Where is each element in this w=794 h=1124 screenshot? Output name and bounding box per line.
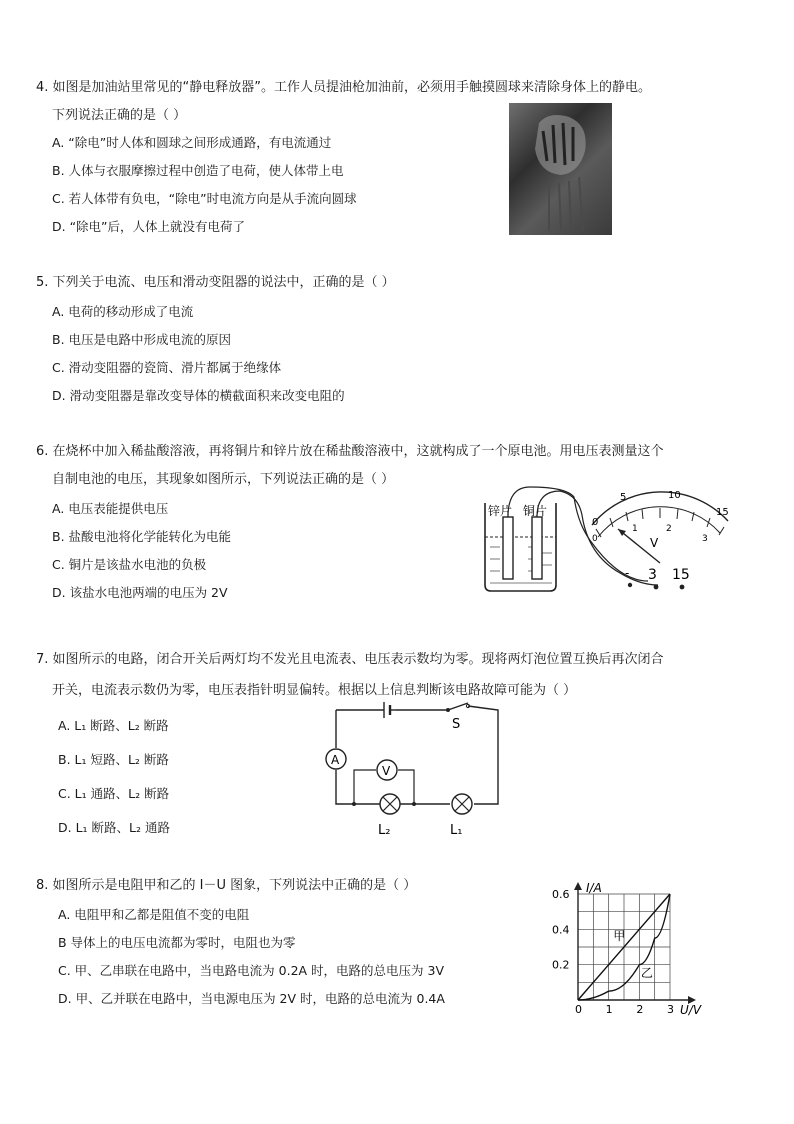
q6-option-c: C. 铜片是该盐水电池的负极 bbox=[52, 557, 207, 572]
outer-scale-15: 15 bbox=[716, 507, 729, 518]
q7-option-a: A. L₁ 断路、L₂ 断路 bbox=[58, 718, 169, 733]
x-tick-label: 1 bbox=[605, 1003, 613, 1016]
zinc-label: 锌片 bbox=[488, 504, 513, 518]
hand-image bbox=[509, 103, 612, 235]
q7-option-d: D. L₁ 断路、L₂ 通路 bbox=[58, 820, 170, 835]
outer-scale-10: 10 bbox=[668, 490, 681, 501]
voltaic-cell-figure bbox=[470, 485, 740, 605]
q7-option-c: C. L₁ 通路、L₂ 断路 bbox=[58, 786, 170, 801]
x-tick-label: 3 bbox=[667, 1003, 674, 1016]
voltmeter-label: V bbox=[382, 764, 391, 778]
meter-unit: V bbox=[650, 536, 659, 550]
outer-scale-5: 5 bbox=[620, 492, 627, 503]
q6-option-d: D. 该盐水电池两端的电压为 2V bbox=[52, 585, 228, 600]
y-axis-label: I/A bbox=[586, 881, 602, 895]
x-tick-label: 2 bbox=[636, 1003, 644, 1016]
q4-stem-line2: 下列说法正确的是（ ） bbox=[52, 108, 187, 123]
terminal-3: 3 bbox=[648, 567, 657, 583]
q4-option-d: D. “除电”后，人体上就没有电荷了 bbox=[52, 219, 246, 234]
terminal-3-dot bbox=[654, 585, 659, 590]
inner-scale-3: 3 bbox=[702, 534, 708, 544]
inner-scale-0: 0 bbox=[592, 534, 598, 544]
terminal-minus-dot bbox=[628, 583, 632, 587]
q8-option-d: D. 甲、乙并联在电路中，当电源电压为 2V 时，电路的总电流为 0.4A bbox=[58, 991, 445, 1006]
q4-stem-line1: 4. 如图是加油站里常见的“静电释放器”。工作人员提油枪加油前，必须用手触摸圆球来清除身体上的静电。 bbox=[36, 80, 652, 95]
terminal-15-dot bbox=[680, 585, 685, 590]
q6-option-a: A. 电压表能提供电压 bbox=[52, 501, 169, 516]
q7-stem-line1: 7. 如图所示的电路，闭合开关后两灯均不发光且电流表、电压表示数均为零。现将两灯泡位置互换后再次闭合 bbox=[36, 652, 664, 667]
inner-scale-2: 2 bbox=[666, 524, 672, 534]
y-tick-label: 0.2 bbox=[552, 958, 570, 972]
copper-label: 铜片 bbox=[523, 504, 548, 518]
static-discharger-photo bbox=[509, 103, 612, 235]
q7-option-b: B. L₁ 短路、L₂ 断路 bbox=[58, 752, 169, 767]
q8-option-c: C. 甲、乙串联在电路中，当电路电流为 0.2A 时，电路的总电压为 3V bbox=[58, 963, 445, 978]
series-label-jia: 甲 bbox=[613, 928, 626, 943]
x-tick-label: 0 bbox=[575, 1003, 582, 1016]
q6-stem-line2: 自制电池的电压，其现象如图所示，下列说法正确的是（ ） bbox=[52, 472, 395, 487]
q5-option-a: A. 电荷的移动形成了电流 bbox=[52, 304, 194, 319]
iu-graph bbox=[548, 880, 718, 1020]
q8-option-b: B 导体上的电压电流都为零时，电阻也为零 bbox=[58, 935, 296, 950]
q5-option-c: C. 滑动变阻器的瓷筒、滑片都属于绝缘体 bbox=[52, 360, 282, 375]
q8-option-a: A. 电阻甲和乙都是阻值不变的电阻 bbox=[58, 907, 250, 922]
terminal-15: 15 bbox=[672, 567, 690, 583]
q6-stem-line1: 6. 在烧杯中加入稀盐酸溶液，再将铜片和锌片放在稀盐酸溶液中，这就构成了一个原电池。用电压表测量这个 bbox=[36, 444, 664, 459]
outer-scale-0: 0 bbox=[592, 517, 599, 528]
dial-arc-inner bbox=[598, 507, 720, 537]
ammeter-label: A bbox=[331, 753, 340, 767]
q5-option-d: D. 滑动变阻器是靠改变导体的横截面积来改变电阻的 bbox=[52, 388, 345, 403]
terminal-minus: - bbox=[625, 566, 630, 580]
q4-option-a: A. “除电”时人体和圆球之间形成通路，有电流通过 bbox=[52, 135, 332, 150]
circuit-wire bbox=[336, 706, 498, 804]
y-tick-label: 0.6 bbox=[552, 888, 570, 901]
switch-lever bbox=[448, 703, 468, 710]
copper-plate bbox=[532, 517, 542, 579]
y-tick-label: 0.4 bbox=[552, 923, 570, 937]
q5-stem: 5. 下列关于电流、电压和滑动变阻器的说法中，正确的是（ ） bbox=[36, 275, 395, 290]
x-axis-label: U/V bbox=[680, 1003, 702, 1017]
q8-stem: 8. 如图所示是电阻甲和乙的 I－U 图象，下列说法中正确的是（ ） bbox=[36, 878, 417, 893]
series-circuit-figure bbox=[318, 700, 508, 842]
inner-scale-1: 1 bbox=[632, 524, 638, 534]
q7-stem-line2: 开关，电流表示数仍为零，电压表指针明显偏转。根据以上信息判断该电路故障可能为（ ） bbox=[52, 683, 577, 698]
lamp-l1-label: L₁ bbox=[450, 823, 463, 838]
lamp-l2-label: L₂ bbox=[378, 823, 391, 838]
q4-option-b: B. 人体与衣服摩擦过程中创造了电荷，使人体带上电 bbox=[52, 163, 344, 178]
switch-label: S bbox=[452, 717, 461, 732]
zinc-plate bbox=[503, 517, 513, 579]
q5-option-b: B. 电压是电路中形成电流的原因 bbox=[52, 332, 232, 347]
q6-option-b: B. 盐酸电池将化学能转化为电能 bbox=[52, 529, 232, 544]
q4-option-c: C. 若人体带有负电，“除电”时电流方向是从手流向圆球 bbox=[52, 191, 357, 206]
series-label-yi: 乙 bbox=[640, 966, 653, 981]
